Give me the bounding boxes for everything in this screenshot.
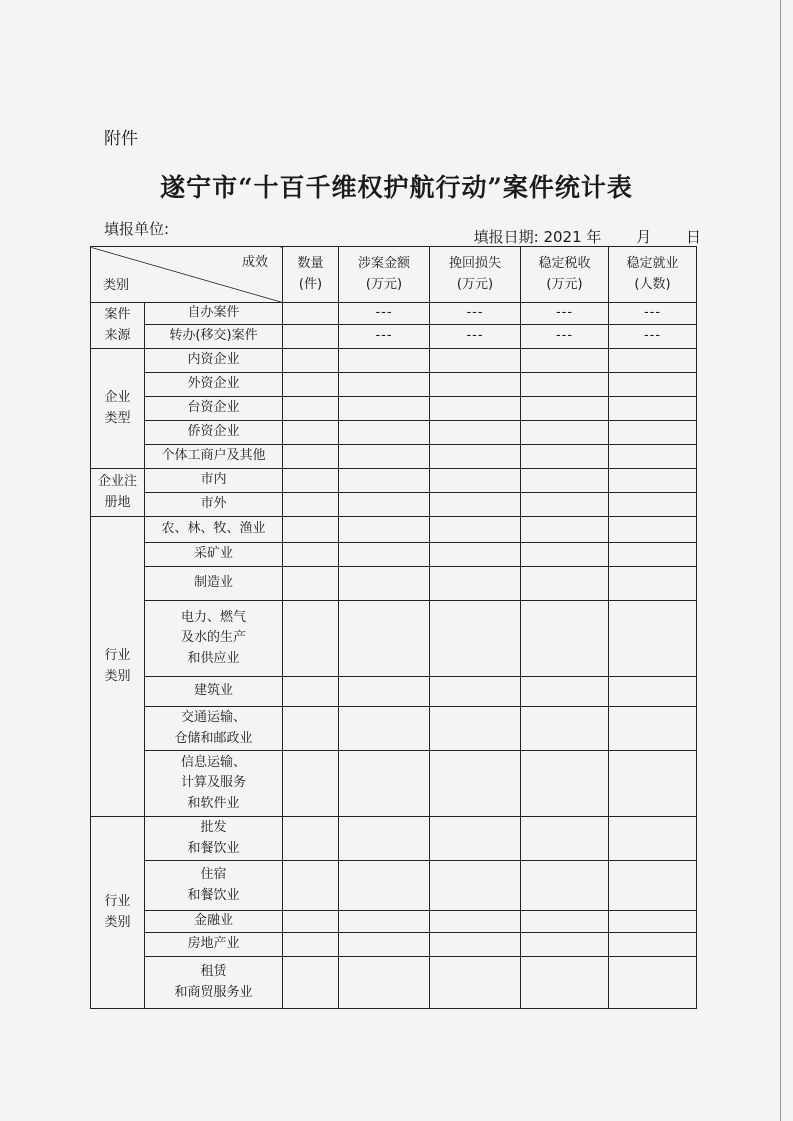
data-cell[interactable]	[430, 397, 521, 421]
data-cell[interactable]	[283, 677, 339, 707]
data-cell[interactable]	[339, 707, 430, 751]
row-label: 建筑业	[145, 677, 283, 707]
table-row	[91, 349, 697, 373]
row-label: 采矿业	[145, 543, 283, 567]
table-row	[91, 601, 697, 677]
data-cell[interactable]	[609, 543, 697, 567]
group-label: 企业注 册地	[91, 469, 145, 517]
table-row	[91, 303, 697, 325]
data-cell[interactable]	[430, 349, 521, 373]
data-cell[interactable]	[430, 543, 521, 567]
table-row	[91, 469, 697, 493]
fill-date-month-label: 月	[636, 228, 652, 246]
group-label: 行业 类别	[91, 517, 145, 817]
data-cell[interactable]	[283, 601, 339, 677]
data-cell[interactable]	[609, 373, 697, 397]
data-cell[interactable]	[283, 751, 339, 817]
data-cell[interactable]	[283, 567, 339, 601]
data-cell[interactable]	[609, 493, 697, 517]
data-cell[interactable]	[283, 303, 339, 325]
data-cell[interactable]	[609, 861, 697, 911]
column-header: 稳定就业 (人数)	[609, 247, 697, 303]
row-label: 自办案件	[145, 303, 283, 325]
data-cell[interactable]	[283, 493, 339, 517]
row-label: 住宿 和餐饮业	[145, 861, 283, 911]
data-cell[interactable]	[609, 397, 697, 421]
case-statistics-table	[90, 246, 697, 1009]
data-cell[interactable]	[430, 677, 521, 707]
data-cell[interactable]	[339, 543, 430, 567]
fill-date-day-label: 日	[685, 228, 701, 246]
table-row	[91, 751, 697, 817]
column-header: 涉案金额 (万元)	[339, 247, 430, 303]
data-cell[interactable]: ---	[339, 325, 430, 349]
data-cell[interactable]	[339, 957, 430, 1009]
data-cell[interactable]	[283, 911, 339, 933]
data-cell[interactable]	[430, 707, 521, 751]
table-row	[91, 911, 697, 933]
data-cell[interactable]	[609, 911, 697, 933]
row-label: 转办(移交)案件	[145, 325, 283, 349]
column-header: 数量 (件)	[283, 247, 339, 303]
data-cell[interactable]	[339, 493, 430, 517]
table-body	[91, 303, 697, 1009]
row-label: 侨资企业	[145, 421, 283, 445]
data-cell[interactable]	[283, 517, 339, 543]
fill-date-year-label: 填报日期: 2021 年	[473, 228, 602, 246]
data-cell[interactable]	[521, 493, 609, 517]
data-cell[interactable]	[521, 957, 609, 1009]
table-row	[91, 861, 697, 911]
data-cell[interactable]	[609, 421, 697, 445]
data-cell[interactable]	[283, 707, 339, 751]
data-cell[interactable]: ---	[430, 325, 521, 349]
group-label: 行业 类别	[91, 817, 145, 1009]
data-cell[interactable]	[430, 861, 521, 911]
data-cell[interactable]	[430, 957, 521, 1009]
data-cell[interactable]	[521, 543, 609, 567]
data-cell[interactable]	[339, 517, 430, 543]
table-row	[91, 677, 697, 707]
data-cell[interactable]	[430, 469, 521, 493]
data-cell[interactable]	[430, 933, 521, 957]
table-row	[91, 957, 697, 1009]
data-cell[interactable]	[521, 397, 609, 421]
fill-date	[474, 226, 701, 247]
data-cell[interactable]	[521, 445, 609, 469]
table-row	[91, 325, 697, 349]
data-cell[interactable]	[430, 567, 521, 601]
row-label: 市外	[145, 493, 283, 517]
fill-unit-label: 填报单位:	[104, 220, 170, 238]
row-label: 房地产业	[145, 933, 283, 957]
data-cell[interactable]	[430, 445, 521, 469]
data-cell[interactable]	[609, 517, 697, 543]
annex-label: 附件	[104, 129, 138, 149]
row-label: 租赁 和商贸服务业	[145, 957, 283, 1009]
data-cell[interactable]	[521, 349, 609, 373]
data-cell[interactable]	[283, 957, 339, 1009]
row-label: 个体工商户及其他	[145, 445, 283, 469]
table-row	[91, 493, 697, 517]
data-cell[interactable]	[609, 817, 697, 861]
data-cell[interactable]	[521, 911, 609, 933]
table-row	[91, 707, 697, 751]
data-cell[interactable]	[609, 933, 697, 957]
data-cell[interactable]	[609, 957, 697, 1009]
data-cell[interactable]	[339, 601, 430, 677]
data-cell[interactable]	[521, 601, 609, 677]
data-cell[interactable]	[339, 373, 430, 397]
row-label: 外资企业	[145, 373, 283, 397]
row-label: 市内	[145, 469, 283, 493]
table-row	[91, 933, 697, 957]
data-cell[interactable]	[521, 517, 609, 543]
table-row	[91, 421, 697, 445]
data-cell[interactable]	[521, 469, 609, 493]
data-cell[interactable]	[283, 349, 339, 373]
data-cell[interactable]: ---	[609, 325, 697, 349]
data-cell[interactable]	[339, 933, 430, 957]
data-cell[interactable]	[283, 817, 339, 861]
data-cell[interactable]	[521, 421, 609, 445]
row-label: 交通运输、 仓储和邮政业	[145, 707, 283, 751]
column-header: 挽回损失 (万元)	[430, 247, 521, 303]
data-cell[interactable]	[339, 677, 430, 707]
corner-top-label: 成效	[241, 255, 268, 270]
data-cell[interactable]	[430, 601, 521, 677]
data-cell[interactable]	[430, 517, 521, 543]
table-row	[91, 397, 697, 421]
corner-header	[91, 247, 283, 303]
group-label: 案件 来源	[91, 303, 145, 349]
data-cell[interactable]	[283, 373, 339, 397]
data-cell[interactable]	[339, 349, 430, 373]
table-row	[91, 817, 697, 861]
data-cell[interactable]	[521, 567, 609, 601]
data-cell[interactable]	[339, 567, 430, 601]
data-cell[interactable]	[521, 677, 609, 707]
data-cell[interactable]	[430, 421, 521, 445]
table-row	[91, 445, 697, 469]
data-cell[interactable]	[430, 373, 521, 397]
data-cell[interactable]	[430, 911, 521, 933]
data-cell[interactable]	[283, 543, 339, 567]
data-cell[interactable]	[609, 469, 697, 493]
row-label: 批发 和餐饮业	[145, 817, 283, 861]
data-cell[interactable]	[521, 861, 609, 911]
data-cell[interactable]: ---	[339, 303, 430, 325]
document-title: 遂宁市“十百千维权护航行动”案件统计表	[160, 173, 633, 202]
row-label: 金融业	[145, 911, 283, 933]
data-cell[interactable]	[283, 421, 339, 445]
data-cell[interactable]: ---	[609, 303, 697, 325]
data-cell[interactable]	[609, 751, 697, 817]
data-cell[interactable]	[521, 373, 609, 397]
data-cell[interactable]	[430, 817, 521, 861]
data-cell[interactable]	[609, 349, 697, 373]
data-cell[interactable]: ---	[430, 303, 521, 325]
data-cell[interactable]	[283, 469, 339, 493]
data-cell[interactable]	[283, 445, 339, 469]
data-cell[interactable]	[339, 911, 430, 933]
data-cell[interactable]	[609, 601, 697, 677]
table-row	[91, 567, 697, 601]
group-label: 企业 类型	[91, 349, 145, 469]
row-label: 电力、燃气 及水的生产 和供应业	[145, 601, 283, 677]
row-label: 内资企业	[145, 349, 283, 373]
data-cell[interactable]	[430, 751, 521, 817]
data-cell[interactable]	[521, 933, 609, 957]
corner-bottom-label: 类别	[103, 277, 130, 293]
table-header-row	[91, 247, 697, 303]
data-cell[interactable]	[339, 817, 430, 861]
data-cell[interactable]	[283, 325, 339, 349]
column-header: 稳定税收 (万元)	[521, 247, 609, 303]
data-cell[interactable]	[609, 677, 697, 707]
table-row	[91, 543, 697, 567]
row-label: 制造业	[145, 567, 283, 601]
row-label: 台资企业	[145, 397, 283, 421]
data-cell[interactable]: ---	[521, 325, 609, 349]
data-cell[interactable]	[521, 707, 609, 751]
data-cell[interactable]	[430, 493, 521, 517]
data-cell[interactable]	[339, 421, 430, 445]
data-cell[interactable]	[521, 817, 609, 861]
data-cell[interactable]	[339, 861, 430, 911]
data-cell[interactable]	[339, 751, 430, 817]
row-label: 农、林、牧、渔业	[145, 517, 283, 543]
data-cell[interactable]	[609, 707, 697, 751]
table-row	[91, 517, 697, 543]
data-cell[interactable]	[339, 397, 430, 421]
table-row	[91, 373, 697, 397]
data-cell[interactable]: ---	[521, 303, 609, 325]
data-cell[interactable]	[283, 861, 339, 911]
data-cell[interactable]	[339, 445, 430, 469]
data-cell[interactable]	[609, 445, 697, 469]
row-label: 信息运输、 计算及服务 和软件业	[145, 751, 283, 817]
data-cell[interactable]	[339, 469, 430, 493]
data-cell[interactable]	[521, 751, 609, 817]
data-cell[interactable]	[283, 397, 339, 421]
data-cell[interactable]	[283, 933, 339, 957]
data-cell[interactable]	[609, 567, 697, 601]
